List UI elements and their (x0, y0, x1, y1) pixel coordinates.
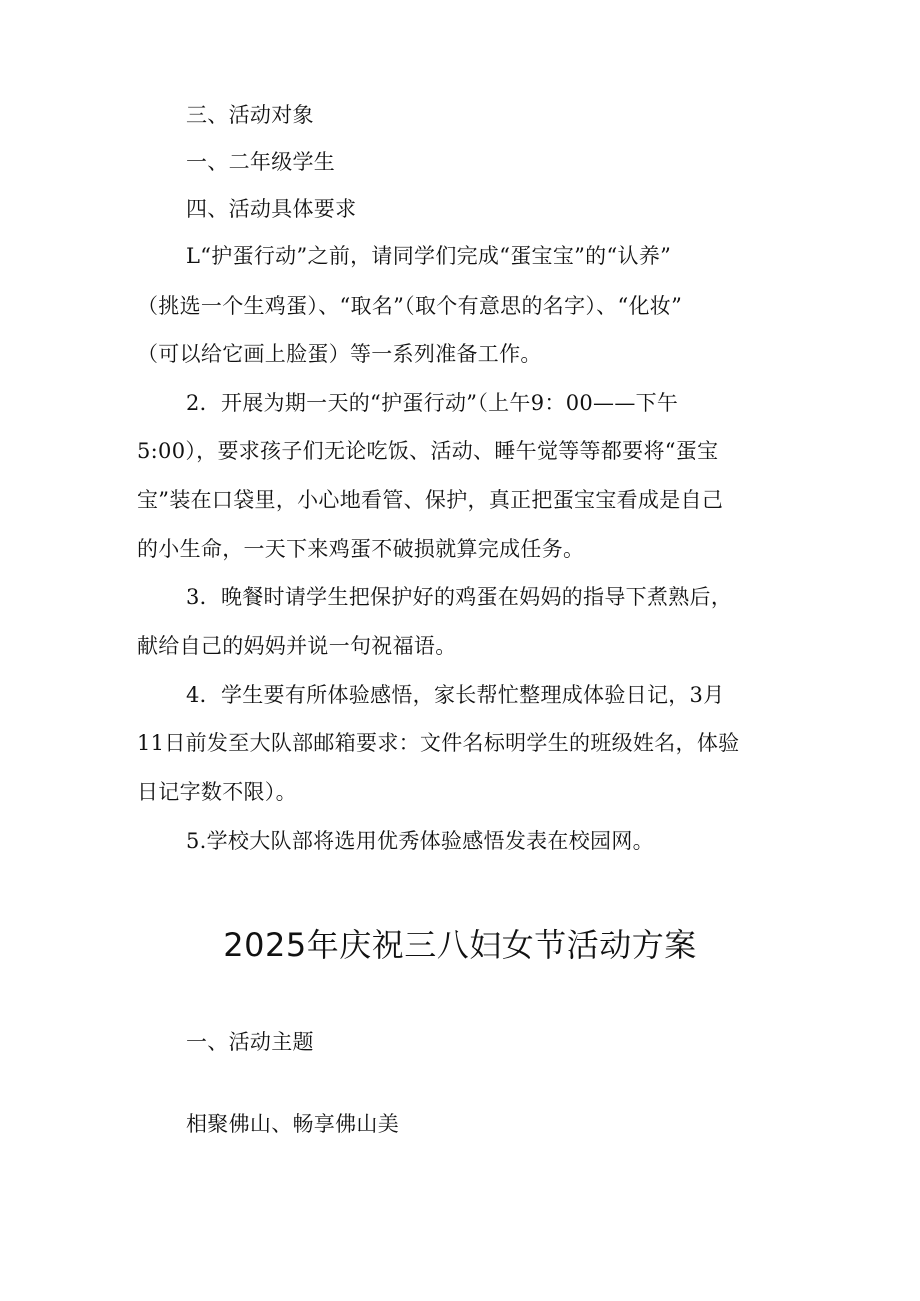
requirement-2-line-3: 宝”装在口袋里，小心地看管、保护，真正把蛋宝宝看成是自己 (137, 488, 724, 512)
requirement-2-line-1: 2．开展为期一天的“护蛋行动”（上午9：00——下午 (186, 391, 679, 415)
document-title: 2025年庆祝三八妇女节活动方案 (223, 926, 697, 964)
requirement-3-line-1: 3．晚餐时请学生把保护好的鸡蛋在妈妈的指导下煮熟后， (186, 585, 733, 609)
theme-text: 相聚佛山、畅享佛山美 (186, 1112, 399, 1136)
requirement-2-line-4: 的小生命，一天下来鸡蛋不破损就算完成任务。 (137, 537, 585, 561)
section-heading-target: 三、活动对象 (186, 103, 314, 127)
requirement-4-line-1: 4．学生要有所体验感悟，家长帮忙整理成体验日记，3月 (186, 683, 725, 707)
requirement-1-line-2: （挑选一个生鸡蛋）、“取名”（取个有意思的名字）、“化妆” (137, 294, 683, 318)
requirement-1-line-3: （可以给它画上脸蛋）等一系列准备工作。 (137, 342, 542, 366)
section-heading-requirements: 四、活动具体要求 (186, 197, 357, 221)
requirement-2-line-2: 5:00），要求孩子们无论吃饭、活动、睡午觉等等都要将“蛋宝 (137, 439, 719, 463)
target-text: 一、二年级学生 (186, 150, 336, 174)
requirement-4-line-2: 11日前发至大队部邮箱要求：文件名标明学生的班级姓名，体验 (137, 731, 740, 755)
requirement-4-line-3: 日记字数不限）。 (137, 780, 297, 804)
requirement-3-line-2: 献给自己的妈妈并说一句祝福语。 (137, 634, 457, 658)
requirement-1-line-1: L“护蛋行动”之前，请同学们完成“蛋宝宝”的“认养” (186, 244, 672, 268)
requirement-5-line-1: 5.学校大队部将选用优秀体验感悟发表在校园网。 (186, 829, 654, 853)
section-heading-theme: 一、活动主题 (186, 1030, 314, 1054)
